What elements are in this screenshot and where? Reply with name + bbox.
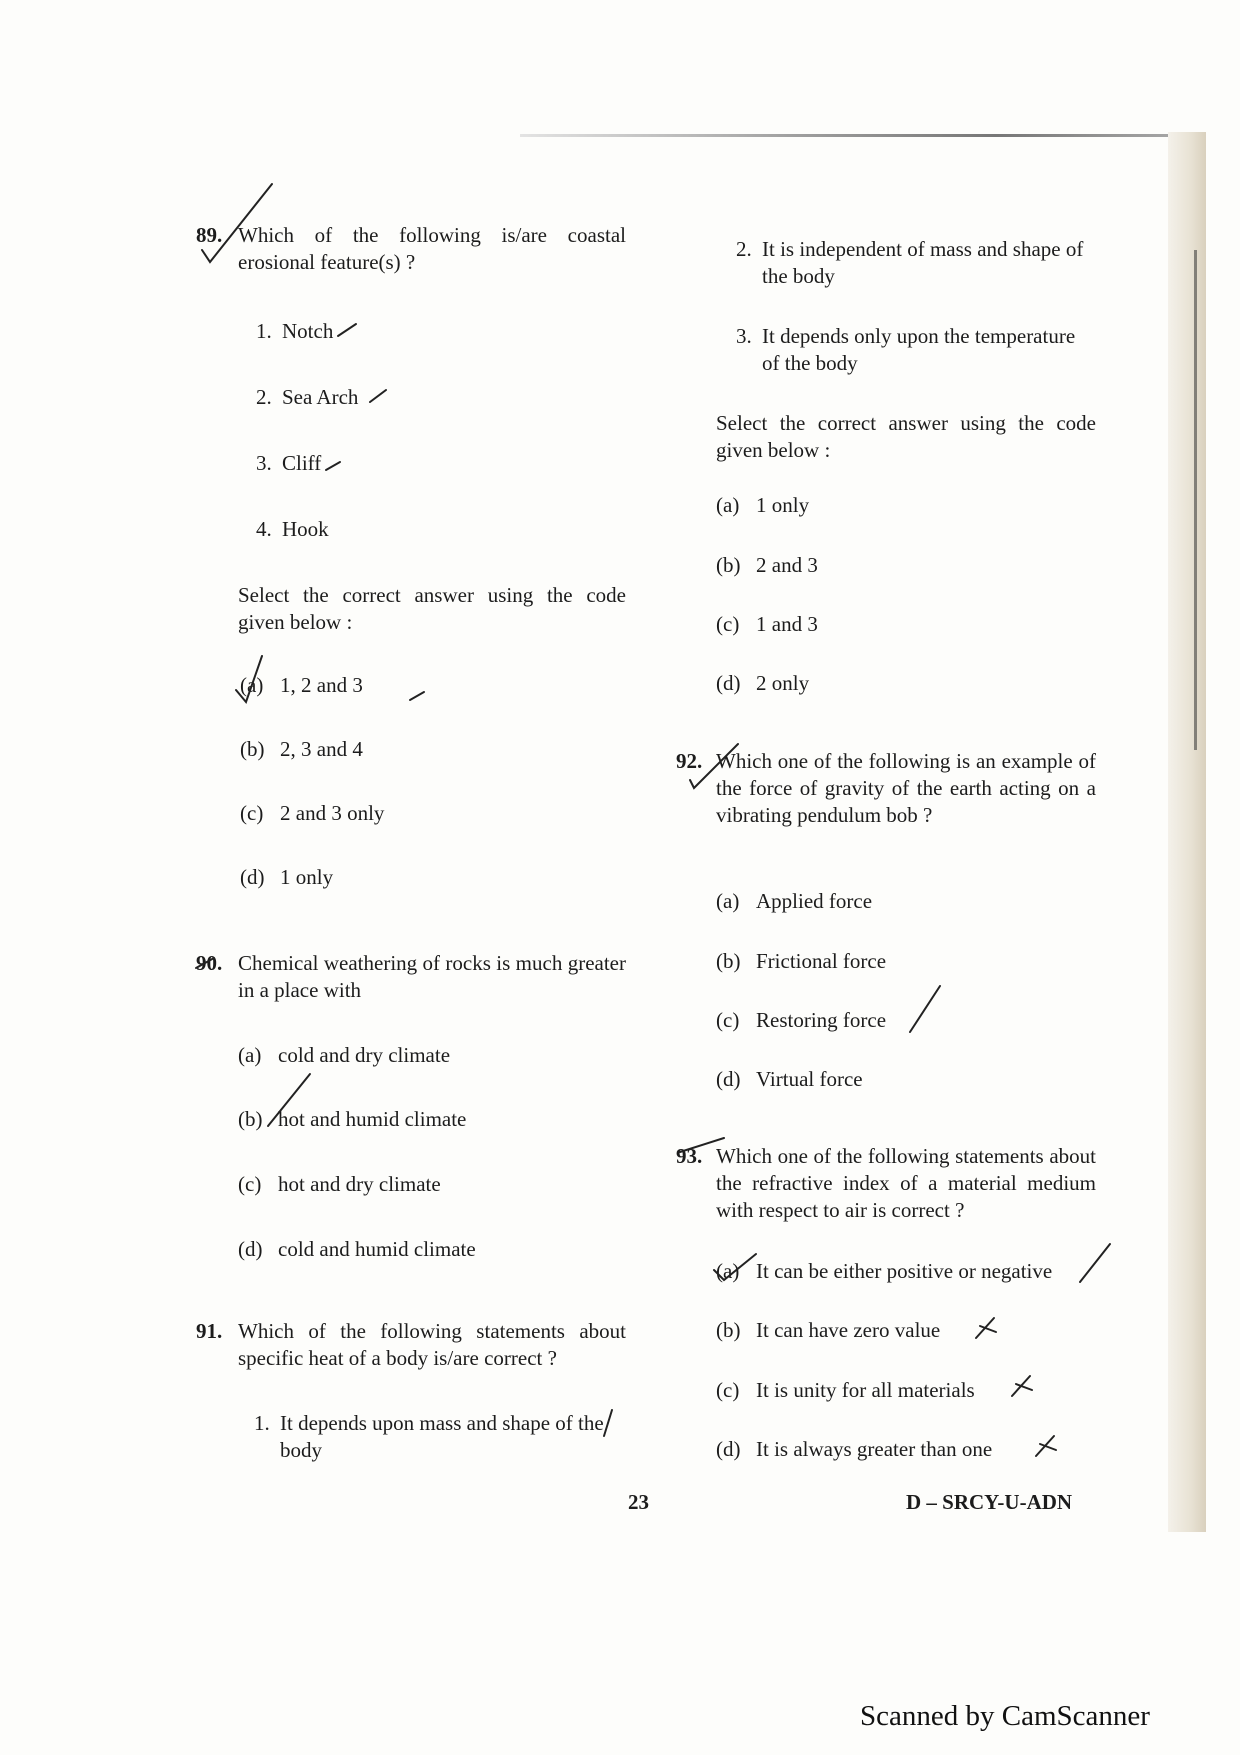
statement-number: 1. xyxy=(256,319,272,343)
option-a xyxy=(716,1258,1052,1285)
option-label: (a) xyxy=(240,673,264,697)
option-c xyxy=(238,1171,441,1198)
option-text: hot and dry climate xyxy=(278,1172,441,1196)
option-label: (c) xyxy=(716,1378,740,1402)
option-b xyxy=(716,1317,940,1344)
option-d xyxy=(240,864,333,891)
option-a xyxy=(716,492,809,519)
question-text: Chemical weathering of rocks is much greater in a place with xyxy=(238,951,626,1002)
option-text: It is unity for all materials xyxy=(756,1378,975,1402)
option-label: (a) xyxy=(238,1043,262,1067)
statement-text: It depends only upon the temperature of the body xyxy=(762,324,1076,375)
question-number: 93. xyxy=(676,1144,703,1168)
option-text: 2 and 3 only xyxy=(280,801,385,825)
statement-text: Sea Arch xyxy=(282,385,359,409)
option-label: (c) xyxy=(240,801,264,825)
option-label: (b) xyxy=(238,1107,263,1131)
option-text: Virtual force xyxy=(756,1067,863,1091)
option-label: (d) xyxy=(240,865,265,889)
option-text: cold and dry climate xyxy=(278,1043,451,1067)
page-number: 23 xyxy=(628,1490,649,1514)
option-c xyxy=(716,1007,886,1034)
option-text: 1 only xyxy=(280,865,334,889)
question-text: Which of the following statements about specific heat of a body is/are correct ? xyxy=(238,1319,626,1370)
option-label: (b) xyxy=(716,1318,741,1342)
question-text: Which one of the following is an example of the force of gravity of the earth acting on a vibrating pendulum bob ? xyxy=(716,749,1096,827)
question-number: 90. xyxy=(196,951,223,975)
statement-number: 4. xyxy=(256,517,272,541)
page-edge-shadow xyxy=(1168,132,1206,1532)
option-b xyxy=(240,736,363,763)
statement-number: 1. xyxy=(254,1411,270,1435)
option-text: Applied force xyxy=(756,889,873,913)
option-text: Restoring force xyxy=(756,1008,887,1032)
option-label: (b) xyxy=(716,949,741,973)
option-text: hot and humid climate xyxy=(278,1107,467,1131)
option-a xyxy=(238,1042,450,1069)
option-b xyxy=(716,552,818,579)
option-label: (c) xyxy=(238,1172,262,1196)
option-label: (d) xyxy=(716,671,741,695)
option-label: (d) xyxy=(716,1437,741,1461)
page-edge-line xyxy=(1194,250,1197,750)
option-c xyxy=(240,800,384,827)
instruction-text: Select the correct answer using the code given below : xyxy=(238,583,626,634)
option-a xyxy=(240,672,363,699)
option-d xyxy=(716,1436,992,1463)
option-text: 2 only xyxy=(756,671,810,695)
option-d xyxy=(716,670,809,697)
question-number: 91. xyxy=(196,1319,223,1343)
statement-text: It is independent of mass and shape of the body xyxy=(762,237,1084,288)
option-label: (b) xyxy=(240,737,265,761)
option-label: (c) xyxy=(716,1008,740,1032)
statement-text: Cliff xyxy=(282,451,322,475)
statement-number: 3. xyxy=(256,451,272,475)
question-number: 89. xyxy=(196,223,223,247)
option-c xyxy=(716,611,818,638)
statement-number: 2. xyxy=(256,385,272,409)
option-text: cold and humid climate xyxy=(278,1237,476,1261)
left-column xyxy=(196,0,626,1500)
instruction-text: Select the correct answer using the code given below : xyxy=(716,411,1096,462)
option-text: 1 only xyxy=(756,493,810,517)
option-text: 2, 3 and 4 xyxy=(280,737,363,761)
option-c xyxy=(716,1377,975,1404)
statement-text: Hook xyxy=(282,517,329,541)
booklet-code: D – SRCY-U-ADN xyxy=(906,1490,1073,1514)
option-d xyxy=(238,1236,476,1263)
option-label: (d) xyxy=(238,1237,263,1261)
option-text: 2 and 3 xyxy=(756,553,818,577)
statement-text: It depends upon mass and shape of the body xyxy=(280,1411,604,1462)
scanner-watermark: Scanned by CamScanner xyxy=(860,1700,1150,1732)
option-label: (c) xyxy=(716,612,740,636)
option-text: It can have zero value xyxy=(756,1318,941,1342)
option-b xyxy=(238,1106,466,1133)
question-number: 92. xyxy=(676,749,703,773)
option-label: (a) xyxy=(716,1259,740,1283)
option-text: 1 and 3 xyxy=(756,612,818,636)
question-text: Which one of the following statements about the refractive index of a material medium with respect to air is correct ? xyxy=(716,1144,1096,1222)
statement-text: Notch xyxy=(282,319,334,343)
option-label: (a) xyxy=(716,493,740,517)
option-text: Frictional force xyxy=(756,949,887,973)
option-label: (d) xyxy=(716,1067,741,1091)
option-text: It can be either positive or negative xyxy=(756,1259,1053,1283)
option-b xyxy=(716,948,886,975)
option-label: (b) xyxy=(716,553,741,577)
right-column xyxy=(676,0,1096,1500)
statement-number: 2. xyxy=(736,237,752,261)
option-d xyxy=(716,1066,863,1093)
option-a xyxy=(716,888,872,915)
option-text: It is always greater than one xyxy=(756,1437,993,1461)
statement-number: 3. xyxy=(736,324,752,348)
question-text: Which of the following is/are coastal erosional feature(s) ? xyxy=(238,223,626,274)
option-text: 1, 2 and 3 xyxy=(280,673,363,697)
option-label: (a) xyxy=(716,889,740,913)
